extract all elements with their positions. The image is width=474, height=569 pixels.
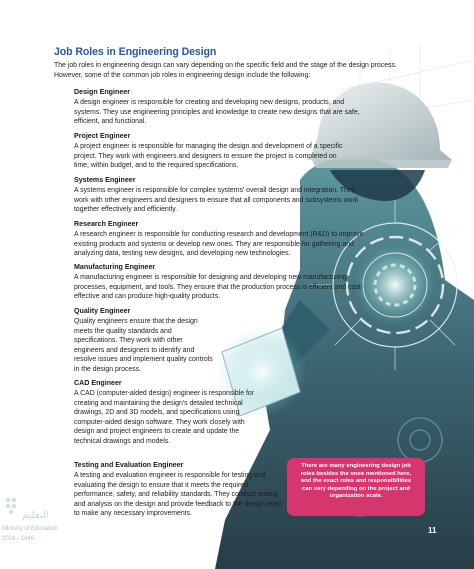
intro-paragraph: The job roles in engineering design can vary depending on the specific field and the stage of the design process. However, some of the common job roles in engineering design include the following:: [54, 62, 397, 79]
section-body: A testing and evaluation engineer is responsible for testing and evaluating the design to ensure that it meets the required performance, safety, and reliability standards. They conduct testing and analysis on the design and provide feedback to the design team to make any necessary improvements.: [74, 472, 283, 518]
section-heading: Testing and Evaluation Engineer: [74, 461, 184, 469]
section-heading: Project Engineer: [74, 132, 131, 140]
section-heading: Quality Engineer: [74, 307, 131, 315]
section-quality-engineer: [74, 307, 214, 375]
section-testing-evaluation-engineer: [74, 461, 284, 519]
section-systems-engineer: [74, 176, 359, 215]
page-title: Job Roles in Engineering Design: [54, 46, 217, 58]
section-body: Quality engineers ensure that the design meets the quality standards and specifications. They work with other engineers and designers to identify and resolve issues and implement quality controls in the design process.: [74, 318, 213, 373]
logo-wordmark: التعليم: [22, 510, 49, 521]
section-heading: Design Engineer: [74, 88, 130, 96]
section-body: A CAD (computer-aided design) engineer is responsible for creating and maintaining the design's detailed technical drawings, 2D and 3D models, and specifications using computer-aided design software. They work closely with design and project engineers to create and update the technical drawings and models.: [74, 390, 255, 445]
section-manufacturing-engineer: [74, 263, 379, 302]
year-label: 2024 - 1446: [2, 536, 35, 542]
section-heading: CAD Engineer: [74, 379, 122, 387]
section-body: A design engineer is responsible for creating and developing new designs, products, and systems. They use engineering principles and knowledge to create new designs that are safe, efficient, and functional.: [74, 99, 360, 126]
section-body: A manufacturing engineer is responsible for designing and developing new manufacturing processes, equipment, and tools. They ensure that the production process is efficient and cost-effective and can produce high-quality products.: [74, 274, 363, 301]
section-cad-engineer: [74, 379, 254, 447]
section-body: A systems engineer is responsible for complex systems' overall design and integration. They work with other engineers and designers to ensure that all components and subsystems work together effectively and efficiently.: [74, 187, 359, 214]
section-body: A project engineer is responsible for managing the design and development of a specific project. They work with engineers and designers to ensure the project is completed on time, within budget, and to the required specifications.: [74, 143, 343, 170]
section-heading: Manufacturing Engineer: [74, 263, 156, 271]
section-heading: Systems Engineer: [74, 176, 136, 184]
info-callout: There are many engineering design job roles besides the ones mentioned here, and the exact roles and responsibilities can vary depending on the project and organization scale.: [287, 458, 425, 516]
section-research-engineer: [74, 220, 374, 259]
section-heading: Research Engineer: [74, 220, 139, 228]
section-body: A research engineer is responsible for conducting research and development (R&D) to improve existing products and systems or develop new ones. They are responsible for gathering and analyzing data, testing new designs, and developing new technologies.: [74, 231, 364, 258]
ministry-label: Ministry of Education: [2, 526, 58, 532]
page-number: 11: [428, 526, 437, 535]
section-design-engineer: [74, 88, 364, 127]
section-project-engineer: [74, 132, 344, 171]
